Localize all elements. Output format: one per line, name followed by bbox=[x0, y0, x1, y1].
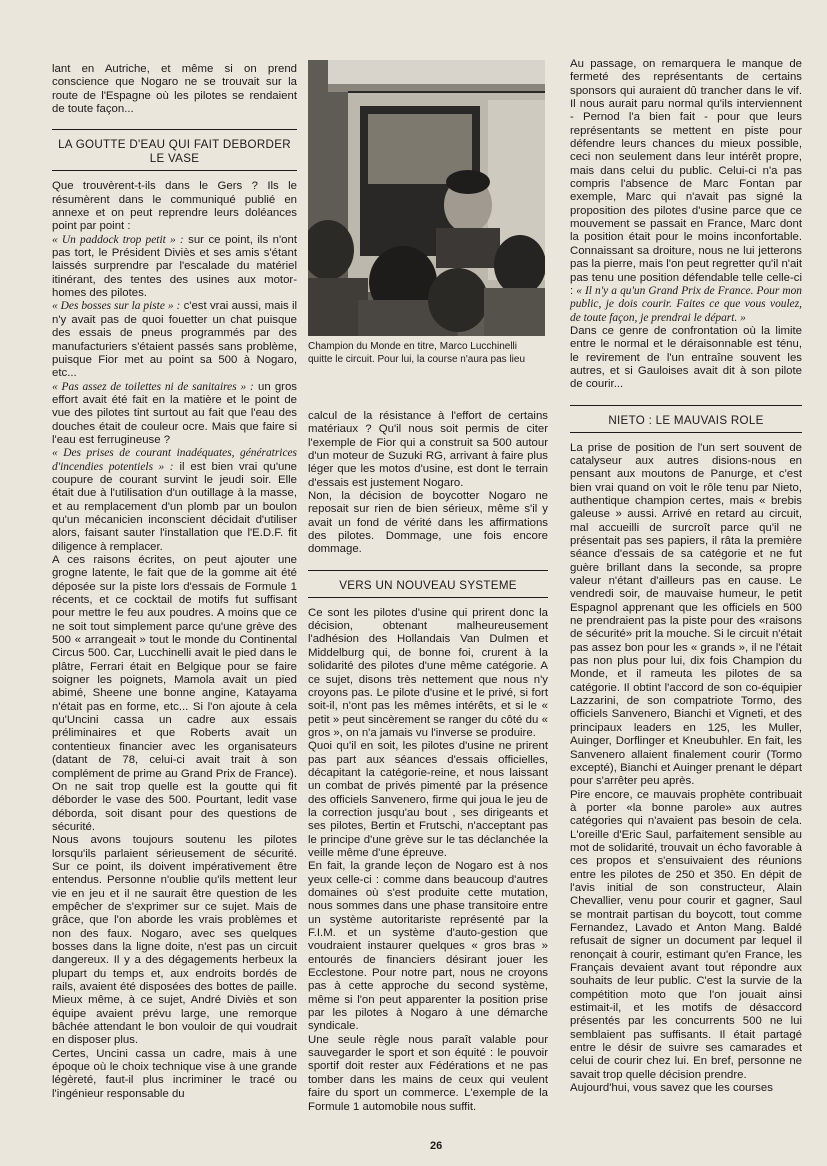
paragraph: calcul de la résistance à l'effort de certains matériaux ? Qu'il nous soit permis de citer l'exemple de Fior qui a construit sa 500 autour d'un moteur de Suzuki RG, arrivant à faire plus léger que les motos d'usine, est dont le terrain d'essais est justement Nogaro. bbox=[308, 410, 548, 489]
text-column-left bbox=[52, 63, 297, 1101]
paragraph: A ces raisons écrites, on peut ajouter une grogne latente, le fait que de la gomme ait été déposée sur la piste lors d'essais de Formule 1 récents, et ce cocktail de motifs fut suffisant pour mettre le feu aux poudres. A moins que ce ne soit tout simplement parce qu'une grève des 500 « arrangeait » tout le monde du Continental Circus 500. Car, Lucchinelli avait le pied dans le plâtre, Ferrari était en Belgique pour se faire soigner les poignets, Mamola avait un pied abimé, Sheene une bonne angine, Katayama n'était pas en forme, etc... Si l'on ajoute à cela qu'Uncini cassa un cadre aux essais préliminaires et que Roberts avait un contentieux financier avec les organisateurs (datant de 78, celui-ci avait trait à son complément de prime au Grand Prix de France). On ne sait trop quelle est la goutte qui fit déborder le vase des 500. Pourtant, ledit vase déborda, soit disant pour des questions de sécurité. bbox=[52, 554, 297, 833]
paragraph: Quoi qu'il en soit, les pilotes d'usine ne prirent pas part aux séances d'essais officielles, décapitant la catégorie-reine, et nous laissant un combat de privés pimenté par la présence des officiels Sanvenero, firme qui joua le jeu de la correction jusqu'au bout , ses dirigeants et ses pilotes, Bertin et Frutschi, n'acceptant pas le principe d'une grève sur le tas déclanchée la veille même d'une épreuve. bbox=[308, 740, 548, 859]
quote: « Des bosses sur la piste » : bbox=[52, 300, 181, 313]
caption-line: quitte le circuit. Pour lui, la course n'aura pas lieu bbox=[308, 353, 526, 365]
section-heading: LA GOUTTE D'EAU QUI FAIT DEBORDER LE VASE bbox=[52, 129, 297, 171]
text-column-middle bbox=[308, 410, 548, 1114]
page-number: 26 bbox=[430, 1140, 443, 1152]
paragraph-text: un gros effort avait été fait en la matière et le point de vue des pilotes tint surtout au fait que l'eau des douches était de couleur ocre. Mais que faire si l'eau est ferrugineuse ? bbox=[52, 380, 297, 446]
paragraph bbox=[52, 381, 297, 448]
quote: « Pas assez de toilettes ni de sanitaires » : bbox=[52, 380, 254, 393]
section-heading: VERS UN NOUVEAU SYSTEME bbox=[308, 570, 548, 598]
section-heading: NIETO : LE MAUVAIS ROLE bbox=[570, 405, 802, 433]
paragraph-text: sur ce point, ils n'ont pas tort, le Président Diviès et ses amis s'étant laissés surprendre par l'escalade du matériel itinérant, des tentes des usines aux motor-homes des pilotes. bbox=[52, 233, 297, 300]
paragraph: Pire encore, ce mauvais prophète contribuait à porter «la bonne parole» aux autres catégories qui n'avaient pas besoin de cela. L'oreille d'Eric Saul, parfaitement sensible au mot de solidarité, trouvait un écho favorable à ces propos et s'ensuivaient des réunions entre les pilotes de 250 et 350. En dépit de l'avis initial de son constructeur, Alain Chevallier, venu pour courir et gagner, Saul se montrait partisan du boycott, tout comme Fernandez, Lavado et Anton Mang. Baldé refusait de signer un document par lequel il renonçait à courir, estimant qu'en France, les Français devaient avant tout répondre aux souhaits de leur public. C'est la survie de la compétition moto que l'on jouait ainsi estimait-il, et les motifs de désaccord présentés par les concurrents 500 ne lui semblaient pas suffisants. Il était partagé entre le désir de suivre ses camarades et celui de courir chez lui. En bref, personne ne savait trop quelle décision prendre. bbox=[570, 788, 802, 1081]
caption-line: Champion du Monde en titre, Marco Lucchinelli bbox=[308, 341, 517, 352]
paragraph bbox=[52, 447, 297, 554]
paragraph-text: Au passage, on remarquera le manque de fermeté des représentants de certains sponsors qui auraient dû trancher dans le vif. Il nous aurait paru normal qu'ils interviennent - Pernod l'a bien fait - pour que leurs représentants se mettent en piste pour défendre leurs chances du mieux possible, ceci non seulement dans leur intérêt propre, mais dans celui du public. Celui-ci n'a pas compris l'absence de Marc Fontan par exemple, Marc qui n'avait pas signé la proposition des pilotes d'usine parce que ce mouvement se passait en France, Marc dont la position était pour le moins inconfortable. Connaissant sa droiture, nous ne lui jetterons pas la pierre, mais l'on peut regretter qu'il n'ait pas tenu une position défendable telle celle-ci : bbox=[570, 58, 802, 297]
photo-illustration bbox=[308, 60, 545, 336]
paragraph: Aujourd'hui, vous savez que les courses bbox=[570, 1082, 773, 1095]
paragraph: Une seule règle nous paraît valable pour sauvegarder le sport et son équité : le pouvoir sportif doit rester aux Fédérations et ne pas tomber dans les mains de ceux qui veulent faire du sport un commerce. L'exemple de la Formule 1 automobile nous suffit. bbox=[308, 1033, 548, 1113]
text-column-right bbox=[570, 58, 802, 1095]
paragraph: Nous avons toujours soutenu les pilotes lorsqu'ils parlaient sérieusement de sécurité. Sur ce point, ils doivent impérativement être entendus. Personne n'oublie qu'ils mettent leur vie en jeu et il ne saurait être question de les empêcher de s'exprimer sur ce sujet. Mais de grâce, que l'on aborde les vrais problèmes et non des faux. Nogaro, avec ses quelques bosses dans la ligne doite, n'est pas un circuit dangereux. Il y a des dégagements herbeux la plupart du temps et, aux endroits bordés de rails, avaient été disposées des bottes de paille. Mieux même, à ce sujet, André Diviès et son équipe avaient prévu large, une remorque bâchée attendant le bon vouloir de qui voudrait en disposer plus. bbox=[52, 834, 297, 1047]
paragraph: Non, la décision de boycotter Nogaro ne reposait sur rien de bien sérieux, même s'il y avait un fond de vérité dans les affirmations des pilotes. Dommage, une fois encore dommage. bbox=[308, 490, 548, 556]
paragraph: Ce sont les pilotes d'usine qui prirent donc la décision, obtenant malheureusement l'adhésion des Hollandais Van Dulmen et Middelburg qui, de bonne foi, crurent à la solidarité des pilotes d'une même catégorie. A ce sujet, disons très nettement que nous n'y croyons pas. Le pilote d'usine et le privé, si fort soit-il, n'ont pas les mêmes intérêts, et si le « petit » peut sincèrement se ranger du côté du « gros », on n'a jamais vu l'inverse se produire. bbox=[308, 606, 548, 739]
paragraph-text: c'est vrai aussi, mais il n'y avait pas de quoi fouetter un chat puisque des essais de pneus programmés par des manufacturiers s'étaient passés sans problème, puisque Fior met au point sa 500 à Nogaro, etc... bbox=[52, 300, 298, 380]
article-photo bbox=[308, 60, 545, 336]
paragraph: En fait, la grande leçon de Nogaro est à nos yeux celle-ci : comme dans beaucoup d'autres domaines où s'est produite cette mutation, nous sommes dans une phase transitoire entre un système autoritariste représenté par la F.I.M. et un système d'auto-gestion que voudraient instaurer quelques « gros bras » entourés de financiers désirant jouer les Ecclestone. Pour notre part, nous ne croyons pas à cette approche du second système, même si l'on peut apparenter la position prise par les pilotes à Nogaro à une démarche syndicale. bbox=[308, 860, 548, 1033]
paragraph: La prise de position de l'un sert souvent de catalyseur aux autres disions-nous en pensant aux moutons de Panurge, et c'est bien vrai quand on voit le rôle tenu par Nieto, authentique champion certes, mais « brebis galeuse » aussi. Arrivé en retard au circuit, mal accueilli de surcroît parce qu'il ne présentait pas ses papiers, il râta la première séance d'essais de sa catégorie et ne fut guère brillant dans la seconde, sa propre valeur n'étant d'ailleurs pas en cause. Le vendredi soir, de mauvaise humeur, le petit Espagnol apprenant que les officiels en 500 ne prendraient pas la piste pour des «raisons de sécurité» prit la mouche. Si le circuit n'était pas assez bon pour les « grands », il ne l'était pas non plus pour lui, dix fois Champion du Monde, et il rameuta les pilotes de sa catégorie. Il obtint l'accord de son co-équipier Lazzarini, de son compatriote Tormo, des officiels Sanvenero, Bianchi et Vigneti, et des principaux leaders en 125, les Muller, Auinger, Dorflinger et Kneubuhler. En fait, les Sanvenero allaient finalement courir (Tormo excepté), Bianchi et Auinger prenant le départ pour s'arrêter peu après. bbox=[570, 441, 802, 788]
paragraph: Certes, Uncini cassa un cadre, mais à une époque où le choix technique vise à une grande légèreté, faut-il plus incriminer le tracé ou l'ingénieur responsable du bbox=[52, 1047, 297, 1100]
quote: « Des prises de courant inadéquates, génératrices d'incendies potentiels » : bbox=[52, 447, 297, 473]
paragraph bbox=[570, 58, 802, 325]
quote: « Un paddock trop petit » : bbox=[52, 233, 184, 246]
paragraph: Dans ce genre de confrontation où la limite entre le normal et le déraisonnable est ténu, le revirement de l'un entraîne souvent les autres, et si Gauloises avait dit à son pilote de courir... bbox=[570, 324, 802, 391]
quote: « Il n'y a qu'un Grand Prix de France. Pour mon public, je dois courir. Faites ce que vous voulez, de toute façon, je prendrai le départ. » bbox=[570, 284, 802, 324]
photo-caption bbox=[308, 341, 548, 366]
paragraph bbox=[52, 234, 297, 301]
paragraph: lant en Autriche, et même si on prend conscience que Nogaro ne se trouvait sur la route de l'Espagne où les pilotes se rendaient de toute façon... bbox=[52, 63, 297, 116]
paragraph: Que trouvèrent-t-ils dans le Gers ? Ils le résumèrent dans le communiqué publié en annexe et on peut reprendre leurs doléances point par point : bbox=[52, 180, 297, 233]
paragraph bbox=[52, 300, 297, 380]
paragraph-text: il est bien vrai qu'une coupure de courant survint le jeudi soir. Elle était due à l'utilisation d'un outillage à la masse, et au remplacement d'un plomb par un boulon qu'un mécanicien inconscient décidait d'utiliser alors, faisant sauter l'installation que l'E.D.F. fit diligence à remplacer. bbox=[52, 460, 297, 553]
